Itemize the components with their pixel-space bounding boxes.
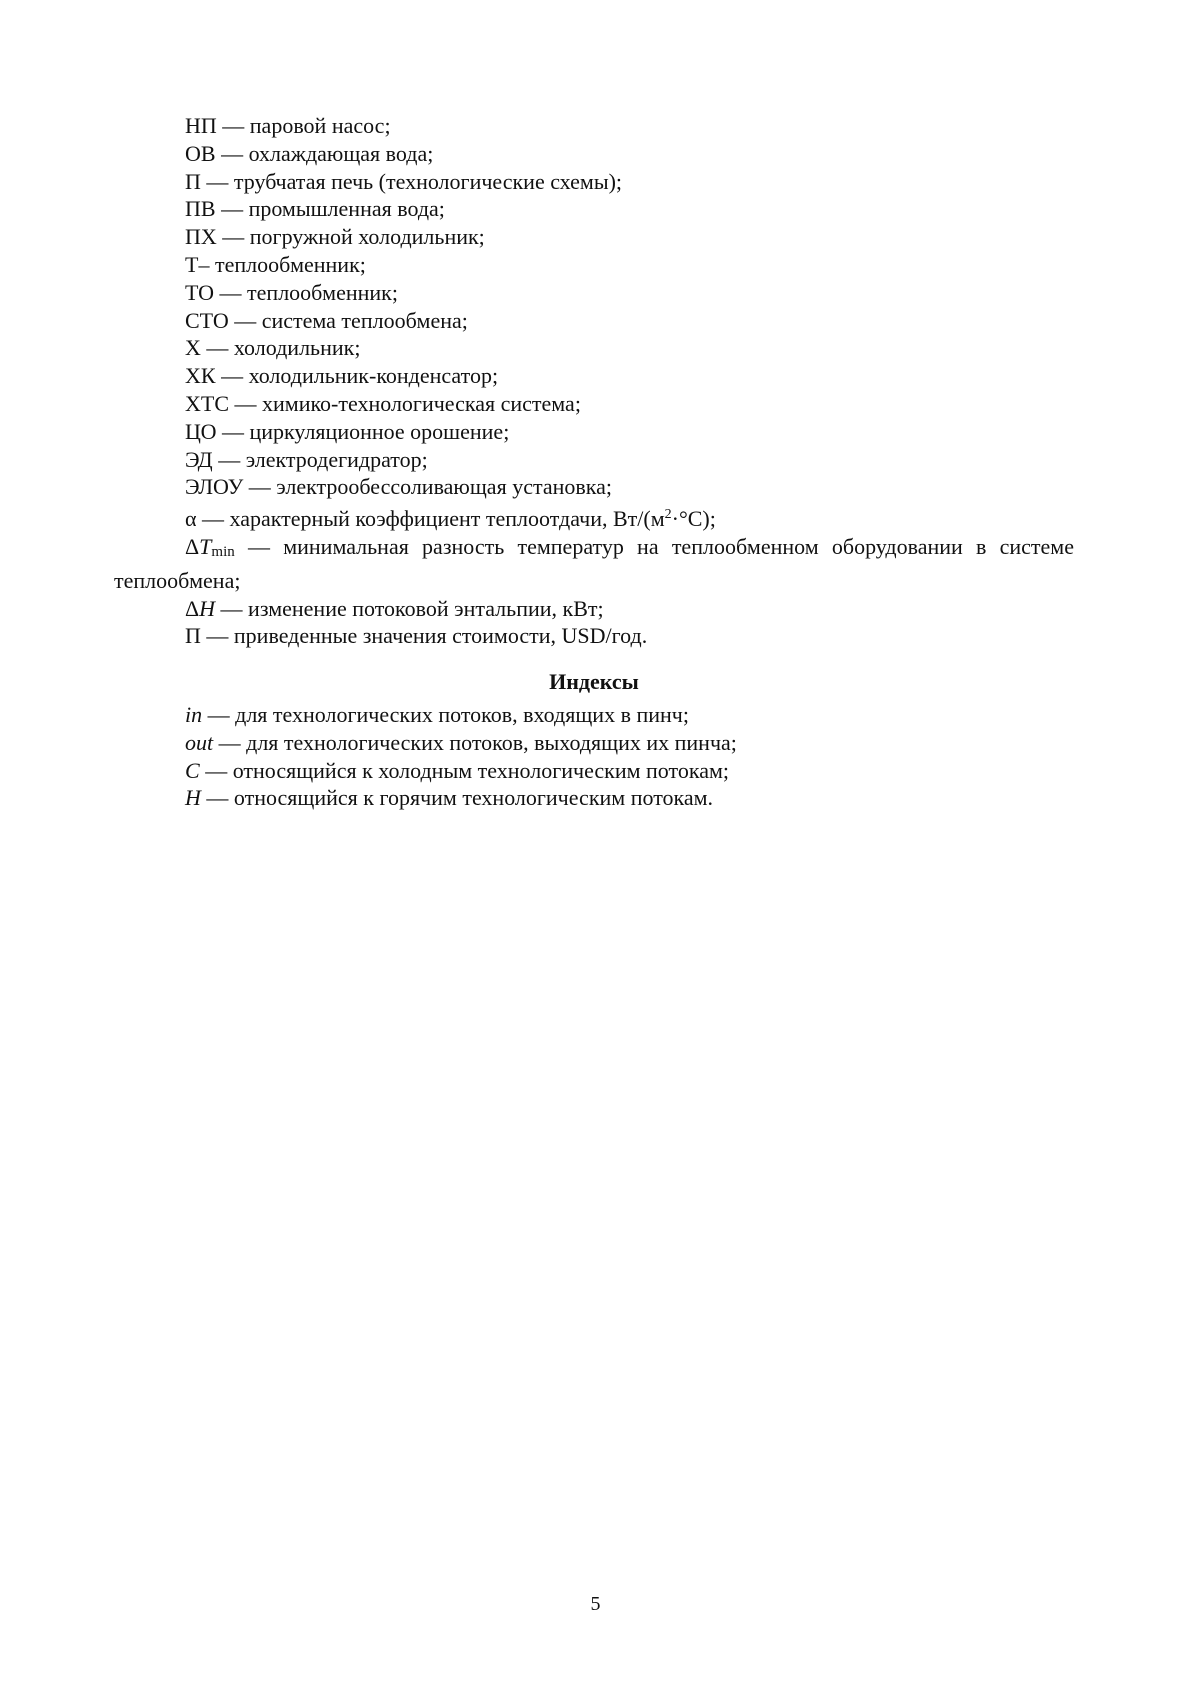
abbreviation-term: Т [185, 251, 199, 277]
abbreviation-term: СТО [185, 307, 229, 333]
abbreviation-description: система теплообмена; [261, 307, 468, 333]
abbreviation-description: электрообессоливающая установка; [276, 474, 613, 500]
abbreviation-description: теплообменник; [247, 279, 398, 305]
abbreviation-description: холодильник-конденсатор; [248, 363, 499, 389]
page-number: 5 [590, 1593, 601, 1615]
abbreviation-separator: — [200, 335, 234, 361]
index-description: — относящийся к горячим технологическим потокам. [200, 785, 714, 811]
abbreviation-description: промышленная вода; [248, 196, 445, 222]
abbreviations-section [114, 112, 1074, 812]
index-item [114, 729, 1074, 757]
abbreviation-item [114, 112, 1074, 140]
delta-h-variable: H [199, 595, 216, 621]
abbreviation-term: ТО [185, 279, 215, 305]
abbreviation-separator: — [216, 418, 250, 444]
abbreviation-separator: — [216, 224, 250, 250]
abbreviation-description: охлаждающая вода; [248, 140, 434, 166]
delta-t-description: — минимальная разность температур на теплообменном оборудовании в системе теплообмена; [114, 533, 1074, 593]
index-item [114, 757, 1074, 785]
abbreviation-term: ПВ [185, 196, 216, 222]
symbol-pi-item [114, 622, 1074, 650]
alpha-description-end: ·°С); [671, 506, 716, 532]
delta-t-subscript: min [211, 543, 235, 560]
abbreviation-term: П [185, 168, 201, 194]
index-description: — для технологических потоков, входящих в пинч; [202, 701, 689, 727]
delta-t-delta: Δ [185, 533, 200, 559]
abbreviation-term: ОВ [185, 140, 216, 166]
alpha-unit-superscript: 2 [664, 507, 672, 523]
abbreviation-description: погружной холодильник; [249, 224, 485, 250]
abbreviation-description: электродегидратор; [245, 446, 428, 472]
abbreviation-item [114, 195, 1074, 223]
symbol-delta-t-item [114, 533, 1074, 595]
abbreviation-separator: – [198, 251, 215, 277]
abbreviation-description: трубчатая печь (технологические схемы); [233, 168, 623, 194]
pi-symbol: П [185, 623, 201, 649]
abbreviation-separator: — [214, 279, 248, 305]
abbreviation-separator: — [228, 307, 262, 333]
abbreviation-description: холодильник; [233, 335, 361, 361]
index-description: — для технологических потоков, выходящих их пинча; [213, 729, 737, 755]
abbreviation-separator: — [215, 363, 249, 389]
abbreviation-item [114, 362, 1074, 390]
abbreviation-item [114, 251, 1074, 279]
indices-heading: Индексы [549, 669, 639, 695]
index-term: H [185, 785, 201, 811]
abbreviation-item [114, 168, 1074, 196]
index-term: C [185, 757, 200, 783]
abbreviation-term: ПХ [185, 224, 217, 250]
symbol-alpha-item [114, 501, 1074, 533]
abbreviation-term: ЭЛОУ [185, 474, 244, 500]
symbol-delta-h-item [114, 595, 1074, 623]
abbreviation-term: НП [185, 113, 217, 138]
index-term: out [185, 729, 214, 755]
abbreviation-separator: — [200, 168, 234, 194]
abbreviation-item [114, 446, 1074, 474]
delta-h-delta: Δ [185, 595, 200, 621]
abbreviation-description: химико-технологическая система; [262, 390, 581, 416]
index-description: — относящийся к холодным технологическим потокам; [199, 757, 729, 783]
abbreviation-description: циркуляционное орошение; [249, 418, 510, 444]
abbreviation-item [114, 390, 1074, 418]
abbreviation-item [114, 307, 1074, 335]
abbreviation-item [114, 279, 1074, 307]
abbreviation-item [114, 140, 1074, 168]
abbreviation-separator: — [243, 474, 277, 500]
abbreviation-separator: — [229, 390, 262, 416]
index-item [114, 701, 1074, 729]
delta-h-description: — изменение потоковой энтальпии, кВт; [215, 595, 604, 621]
abbreviation-separator: — [212, 446, 246, 472]
alpha-description: — характерный коэффициент теплоотдачи, Вт/(м [196, 506, 665, 532]
abbreviation-item [114, 334, 1074, 362]
pi-description: — приведенные значения стоимости, USD/год. [200, 623, 648, 649]
abbreviation-separator: — [215, 140, 249, 166]
abbreviation-term: Х [185, 335, 201, 361]
alpha-symbol: α [185, 506, 197, 532]
abbreviation-term: ЭД [185, 446, 213, 472]
abbreviation-term: ХТС [185, 390, 229, 416]
abbreviation-description: паровой насос; [249, 113, 391, 138]
delta-t-variable: T [199, 533, 212, 559]
abbreviation-separator: — [216, 113, 250, 138]
abbreviation-item [114, 223, 1074, 251]
index-term: in [185, 701, 203, 727]
abbreviation-item [114, 473, 1074, 501]
abbreviation-term: ХК [185, 363, 216, 389]
abbreviation-term: ЦО [185, 418, 217, 444]
abbreviation-item [114, 418, 1074, 446]
abbreviation-separator: — [215, 196, 249, 222]
abbreviation-description: теплообменник; [214, 251, 366, 277]
index-item [114, 784, 1074, 812]
